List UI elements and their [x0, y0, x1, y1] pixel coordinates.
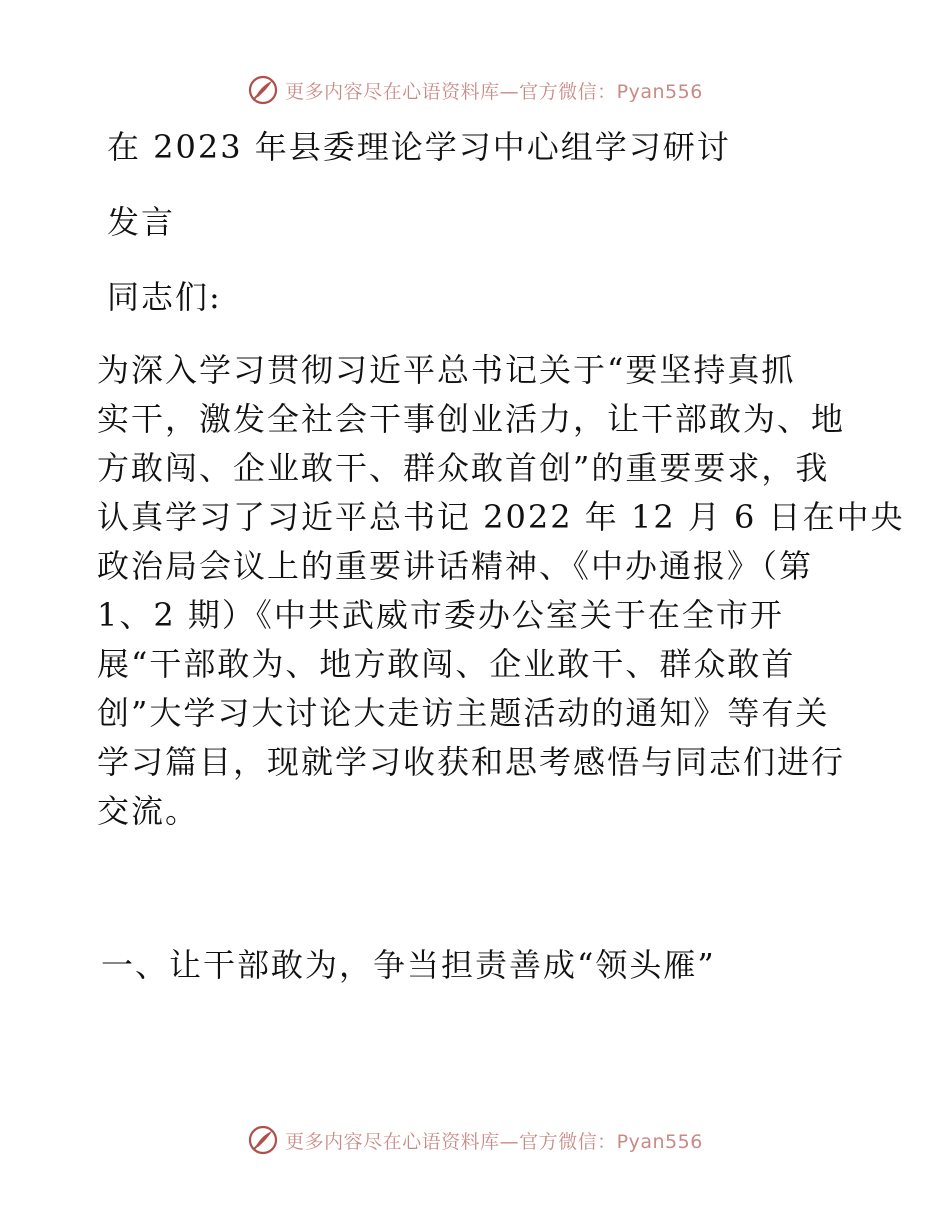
paragraph-line: 创”大学习大讨论大走访主题活动的通知》等有关: [97, 694, 830, 732]
paragraph-line: 展“干部敢为、地方敢闯、企业敢干、群众敢首: [97, 645, 796, 683]
header-watermark: [0, 70, 950, 110]
title-line-2: 发言: [107, 203, 176, 241]
quill-circle-logo-icon: [247, 1124, 279, 1156]
paragraph-line: 学习篇目，现就学习收获和思考感悟与同志们进行: [97, 743, 846, 781]
paragraph-line: 实干，激发全社会干事创业活力，让干部敢为、地: [97, 400, 846, 438]
paragraph-line: 方敢闯、企业敢干、群众敢首创”的重要要求，我: [97, 449, 830, 487]
footer-watermark: [0, 1120, 950, 1160]
greeting: 同志们:: [107, 278, 222, 316]
title-line-1: 在 2023 年县委理论学习中心组学习研讨: [107, 128, 731, 166]
intro-paragraph: [97, 345, 905, 835]
watermark-text: 更多内容尽在心语资料库—官方微信：Pyan556: [285, 80, 703, 103]
quill-circle-logo-icon: [247, 74, 279, 106]
paragraph-line: 认真学习了习近平总书记 2022 年 12 月 6 日在中央: [97, 498, 905, 536]
watermark-text: 更多内容尽在心语资料库—官方微信：Pyan556: [285, 1130, 703, 1153]
paragraph-line: 1、2 期）《中共武威市委办公室关于在全市开: [97, 596, 784, 634]
paragraph-line: 为深入学习贯彻习近平总书记关于“要坚持真抓: [97, 351, 796, 389]
paragraph-line: 交流。: [97, 792, 200, 830]
paragraph-line: 政治局会议上的重要讲话精神、《中办通报》（第: [97, 547, 814, 585]
section-heading-1: 一、让干部敢为，争当担责善成“领头雁”: [101, 946, 716, 984]
